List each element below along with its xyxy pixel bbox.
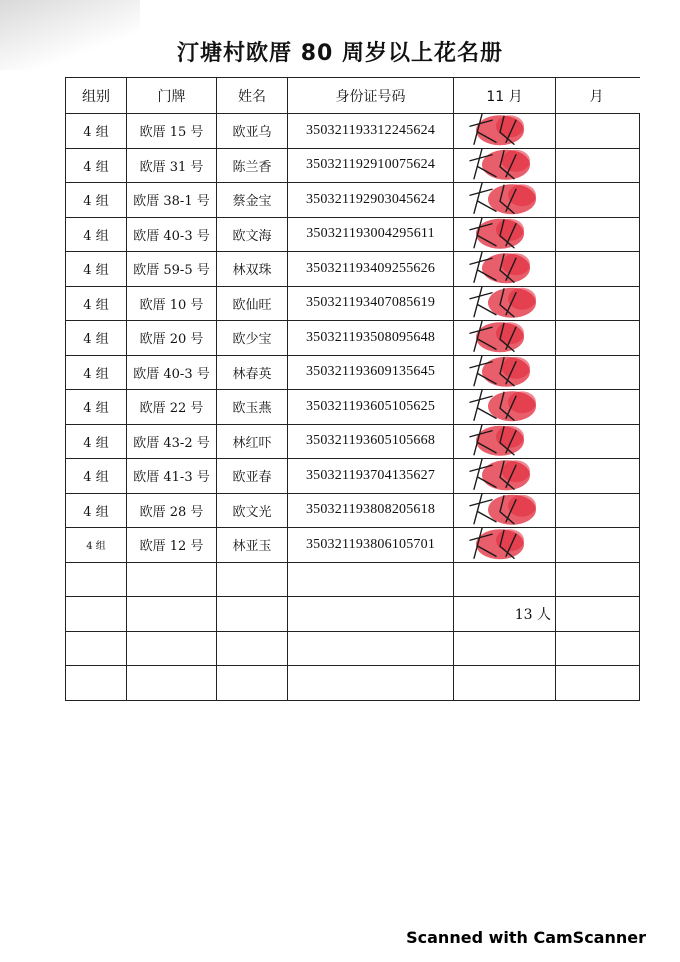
group-cell: 4 组 — [66, 286, 127, 321]
month-cell — [556, 424, 640, 459]
table-row — [66, 114, 640, 149]
table-row — [66, 528, 640, 563]
header-november: 11 月 — [454, 78, 556, 114]
month-cell — [556, 148, 640, 183]
address-cell: 欧厝 43-2 号 — [127, 424, 217, 459]
address-cell: 欧厝 38-1 号 — [127, 183, 217, 218]
address-cell: 欧厝 40-3 号 — [127, 355, 217, 390]
group-cell: 4 组 — [66, 217, 127, 252]
header-address: 门牌 — [127, 78, 217, 114]
id-cell: 350321193704135627 — [288, 459, 454, 494]
total-count: 13 人 — [454, 597, 556, 632]
name-cell: 欧少宝 — [217, 321, 288, 356]
signature-cell — [454, 148, 556, 183]
id-cell: 350321193806105701 — [288, 528, 454, 563]
table-row — [66, 286, 640, 321]
id-cell: 350321192903045624 — [288, 183, 454, 218]
group-cell: 4 组 — [66, 528, 127, 563]
address-cell: 欧厝 40-3 号 — [127, 217, 217, 252]
address-cell: 欧厝 59-5 号 — [127, 252, 217, 287]
total-row — [66, 597, 640, 632]
group-cell: 4 组 — [66, 390, 127, 425]
roster-body — [66, 114, 640, 563]
id-cell: 350321193605105668 — [288, 424, 454, 459]
address-cell: 欧厝 31 号 — [127, 148, 217, 183]
month-cell — [556, 114, 640, 149]
document-title: 汀塘村欧厝 80 周岁以上花名册 — [177, 41, 503, 66]
month-cell — [556, 217, 640, 252]
address-cell: 欧厝 12 号 — [127, 528, 217, 563]
group-cell: 4 组 — [66, 252, 127, 287]
address-cell: 欧厝 41-3 号 — [127, 459, 217, 494]
month-cell — [556, 183, 640, 218]
group-cell: 4 组 — [66, 424, 127, 459]
signature-cell — [454, 183, 556, 218]
table-row — [66, 217, 640, 252]
signature-cell — [454, 217, 556, 252]
id-cell: 350321193004295611 — [288, 217, 454, 252]
group-cell: 4 组 — [66, 493, 127, 528]
name-cell: 林春英 — [217, 355, 288, 390]
header-month: 月 — [556, 78, 640, 114]
signature-cell — [454, 493, 556, 528]
signature-cell — [454, 459, 556, 494]
table-row — [66, 183, 640, 218]
table-row — [66, 493, 640, 528]
table-row — [66, 148, 640, 183]
month-cell — [556, 286, 640, 321]
name-cell: 林红吓 — [217, 424, 288, 459]
table-row — [66, 252, 640, 287]
table-row — [66, 355, 640, 390]
signature-cell — [454, 321, 556, 356]
name-cell: 蔡金宝 — [217, 183, 288, 218]
id-cell: 350321193409255626 — [288, 252, 454, 287]
signature-cell — [454, 114, 556, 149]
name-cell: 欧亚乌 — [217, 114, 288, 149]
name-cell: 欧玉燕 — [217, 390, 288, 425]
address-cell: 欧厝 15 号 — [127, 114, 217, 149]
name-cell: 陈兰香 — [217, 148, 288, 183]
name-cell: 林双珠 — [217, 252, 288, 287]
table-row — [66, 424, 640, 459]
address-cell: 欧厝 28 号 — [127, 493, 217, 528]
group-cell: 4 组 — [66, 459, 127, 494]
signature-cell — [454, 286, 556, 321]
id-cell: 350321193808205618 — [288, 493, 454, 528]
name-cell: 欧文光 — [217, 493, 288, 528]
address-cell: 欧厝 22 号 — [127, 390, 217, 425]
empty-row — [66, 562, 640, 597]
id-cell: 350321193605105625 — [288, 390, 454, 425]
id-cell: 350321193609135645 — [288, 355, 454, 390]
group-cell: 4 组 — [66, 114, 127, 149]
month-cell — [556, 390, 640, 425]
name-cell: 欧仙旺 — [217, 286, 288, 321]
name-cell: 欧亚春 — [217, 459, 288, 494]
signature-cell — [454, 424, 556, 459]
signature-cell — [454, 355, 556, 390]
id-cell: 350321193407085619 — [288, 286, 454, 321]
group-cell: 4 组 — [66, 321, 127, 356]
month-cell — [556, 321, 640, 356]
empty-row — [66, 666, 640, 701]
scanner-watermark: Scanned with CamScanner — [406, 928, 646, 947]
name-cell: 欧文海 — [217, 217, 288, 252]
group-cell: 4 组 — [66, 148, 127, 183]
month-cell — [556, 528, 640, 563]
empty-row — [66, 631, 640, 666]
table-row — [66, 321, 640, 356]
id-cell: 350321193312245624 — [288, 114, 454, 149]
table-row — [66, 459, 640, 494]
month-cell — [556, 252, 640, 287]
id-cell: 350321192910075624 — [288, 148, 454, 183]
roster-table — [65, 77, 640, 701]
table-row — [66, 390, 640, 425]
address-cell: 欧厝 10 号 — [127, 286, 217, 321]
header-group: 组别 — [66, 78, 127, 114]
month-cell — [556, 355, 640, 390]
header-id: 身份证号码 — [288, 78, 454, 114]
signature-cell — [454, 390, 556, 425]
name-cell: 林亚玉 — [217, 528, 288, 563]
header-name: 姓名 — [217, 78, 288, 114]
header-row — [66, 78, 640, 114]
signature-cell — [454, 252, 556, 287]
group-cell: 4 组 — [66, 355, 127, 390]
signature-cell — [454, 528, 556, 563]
month-cell — [556, 459, 640, 494]
id-cell: 350321193508095648 — [288, 321, 454, 356]
group-cell: 4 组 — [66, 183, 127, 218]
address-cell: 欧厝 20 号 — [127, 321, 217, 356]
month-cell — [556, 493, 640, 528]
